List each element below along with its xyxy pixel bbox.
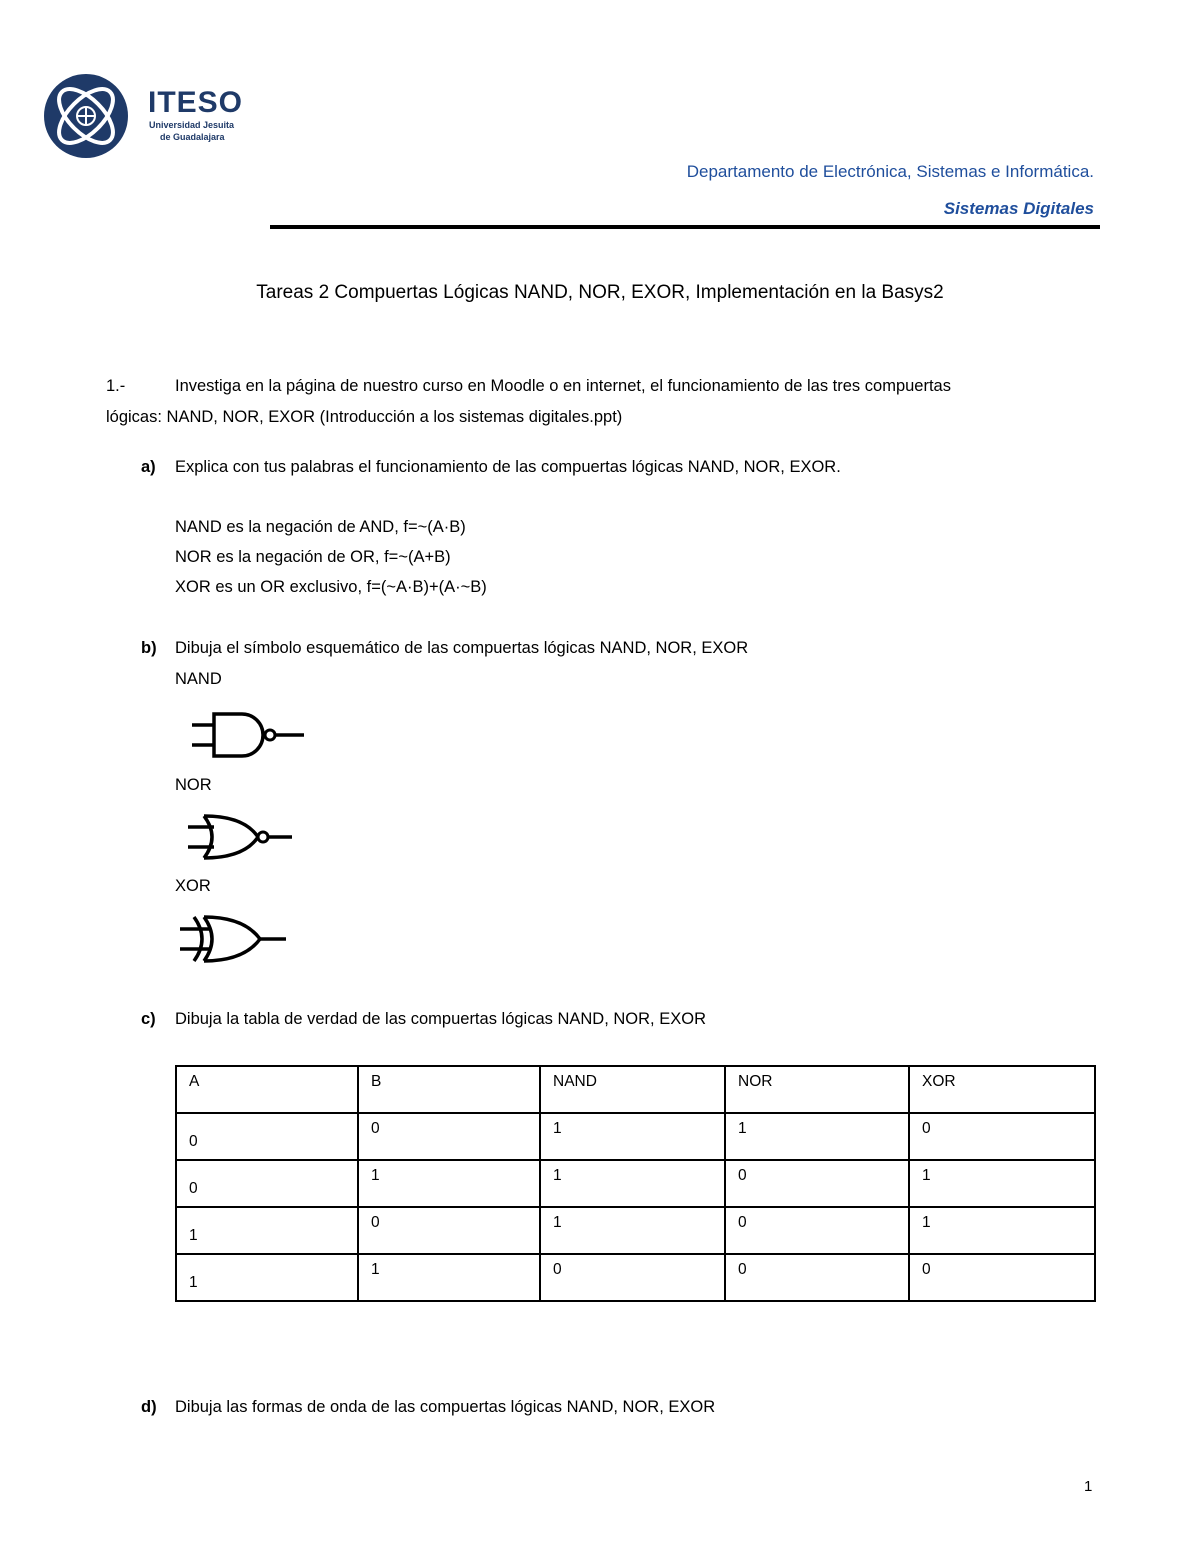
table-cell: 0 bbox=[909, 1254, 1095, 1301]
part-a-label: a) bbox=[141, 458, 156, 476]
page-number: 1 bbox=[1084, 1478, 1093, 1495]
table-cell: 1 bbox=[909, 1160, 1095, 1207]
table-row bbox=[176, 1254, 1095, 1301]
table-cell: 1 bbox=[540, 1113, 725, 1160]
truth-table bbox=[175, 1065, 1096, 1302]
part-b-text: Dibuja el símbolo esquemático de las compuertas lógicas NAND, NOR, EXOR bbox=[175, 639, 749, 657]
table-cell: 1 bbox=[358, 1254, 540, 1301]
table-cell: 0 bbox=[358, 1207, 540, 1254]
table-cell: 0 bbox=[176, 1113, 358, 1160]
table-cell: 1 bbox=[358, 1160, 540, 1207]
part-d-text: Dibuja las formas de onda de las compuertas lógicas NAND, NOR, EXOR bbox=[175, 1398, 716, 1416]
question-text-line-2: lógicas: NAND, NOR, EXOR (Introducción a los sistemas digitales.ppt) bbox=[106, 408, 623, 426]
header-rule bbox=[270, 225, 1100, 229]
table-cell: 1 bbox=[909, 1207, 1095, 1254]
table-cell: 0 bbox=[909, 1113, 1095, 1160]
table-cell: 1 bbox=[176, 1254, 358, 1301]
answer-xor: XOR es un OR exclusivo, f=(~A·B)+(A·~B) bbox=[175, 578, 487, 596]
part-a-text: Explica con tus palabras el funcionamiento de las compuertas lógicas NAND, NOR, EXOR. bbox=[175, 458, 841, 476]
table-cell: 0 bbox=[176, 1160, 358, 1207]
table-cell: 1 bbox=[540, 1160, 725, 1207]
table-header: XOR bbox=[909, 1066, 1095, 1113]
table-row bbox=[176, 1207, 1095, 1254]
course-name: Sistemas Digitales bbox=[943, 199, 1094, 218]
nor-gate-icon bbox=[186, 812, 296, 862]
table-cell: 1 bbox=[540, 1207, 725, 1254]
table-header: B bbox=[358, 1066, 540, 1113]
part-c-text: Dibuja la tabla de verdad de las compuertas lógicas NAND, NOR, EXOR bbox=[175, 1010, 706, 1028]
page-title: Tareas 2 Compuertas Lógicas NAND, NOR, EXOR, Implementación en la Basys2 bbox=[256, 282, 944, 303]
gate-label-nand: NAND bbox=[175, 670, 222, 688]
table-cell: 0 bbox=[725, 1254, 909, 1301]
table-cell: 0 bbox=[540, 1254, 725, 1301]
logo-title: ITESO bbox=[148, 86, 244, 119]
logo-subtitle-2: de Guadalajara bbox=[160, 132, 225, 142]
question-number: 1.- bbox=[106, 377, 126, 395]
question-text-line-1: Investiga en la página de nuestro curso en Moodle o en internet, el funcionamiento de las tres compuertas bbox=[175, 377, 951, 395]
gate-label-xor: XOR bbox=[175, 877, 211, 895]
table-cell: 0 bbox=[725, 1207, 909, 1254]
part-c-label: c) bbox=[141, 1010, 156, 1028]
table-header: NOR bbox=[725, 1066, 909, 1113]
answer-nand: NAND es la negación de AND, f=~(A·B) bbox=[175, 518, 466, 536]
xor-gate-icon bbox=[178, 913, 290, 965]
table-cell: 0 bbox=[358, 1113, 540, 1160]
part-d-label: d) bbox=[141, 1398, 157, 1416]
table-row bbox=[176, 1113, 1095, 1160]
table-cell: 0 bbox=[725, 1160, 909, 1207]
table-cell: 1 bbox=[176, 1207, 358, 1254]
iteso-logo-icon bbox=[42, 72, 130, 160]
department-name: Departamento de Electrónica, Sistemas e Informática. bbox=[686, 162, 1094, 181]
part-b-label: b) bbox=[141, 639, 157, 657]
table-header: A bbox=[176, 1066, 358, 1113]
nand-gate-icon bbox=[190, 710, 308, 760]
gate-label-nor: NOR bbox=[175, 776, 212, 794]
answer-nor: NOR es la negación de OR, f=~(A+B) bbox=[175, 548, 451, 566]
table-cell: 1 bbox=[725, 1113, 909, 1160]
logo-subtitle-1: Universidad Jesuita bbox=[149, 120, 235, 130]
table-row bbox=[176, 1160, 1095, 1207]
table-header-row bbox=[176, 1066, 1095, 1113]
table-header: NAND bbox=[540, 1066, 725, 1113]
